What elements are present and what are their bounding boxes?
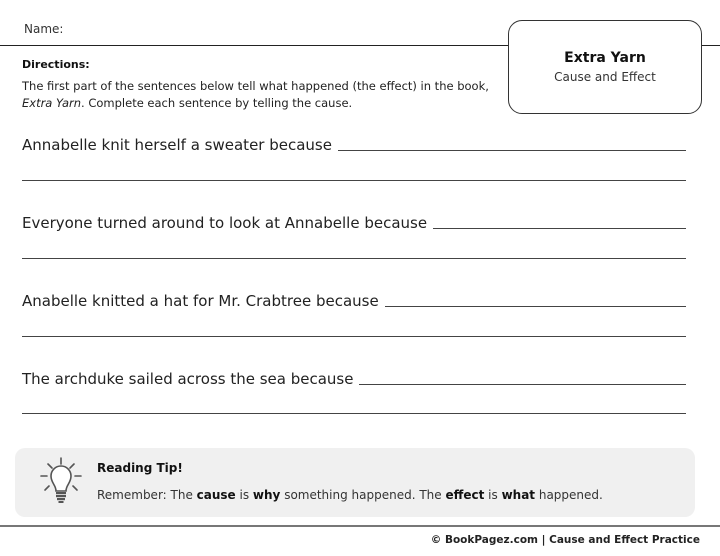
answer-blank[interactable] xyxy=(385,305,686,307)
directions-text-part1: The first part of the sentences below tell what happened (the effect) in the book, xyxy=(22,79,489,93)
answer-blank[interactable] xyxy=(433,227,686,229)
directions-text-part2: . Complete each sentence by telling the cause. xyxy=(81,96,353,110)
question-row xyxy=(22,214,686,232)
question-row xyxy=(22,370,686,388)
answer-line[interactable] xyxy=(22,180,686,181)
answer-blank[interactable] xyxy=(359,383,686,385)
footer-credit: © BookPagez.com | Cause and Effect Practice xyxy=(430,534,700,546)
lightbulb-icon xyxy=(36,455,86,507)
title-card xyxy=(508,20,702,114)
tip-text-segment: Remember: The xyxy=(97,488,197,502)
question-row xyxy=(22,292,686,310)
tip-text-segment: is xyxy=(484,488,502,502)
question-prompt: Anabelle knitted a hat for Mr. Crabtree because xyxy=(22,292,379,310)
question-row xyxy=(22,136,686,154)
worksheet-subtitle: Cause and Effect xyxy=(554,70,656,84)
worksheet-title: Extra Yarn xyxy=(564,50,646,66)
name-label: Name: xyxy=(24,22,64,36)
tip-keyword-what: what xyxy=(501,488,536,502)
tip-text-segment: something happened. The xyxy=(280,488,446,502)
footer-divider xyxy=(0,525,720,527)
tip-text-segment: is xyxy=(235,488,253,502)
directions-heading: Directions: xyxy=(22,58,90,71)
directions-text xyxy=(22,78,492,112)
question-prompt: Annabelle knit herself a sweater because xyxy=(22,136,332,154)
tip-keyword-why: why xyxy=(252,488,281,502)
reading-tip-title: Reading Tip! xyxy=(97,461,183,475)
reading-tip-box xyxy=(15,448,695,517)
reading-tip-text xyxy=(97,488,603,502)
book-title: Extra Yarn xyxy=(22,96,82,110)
tip-keyword-cause: cause xyxy=(196,488,236,502)
answer-line[interactable] xyxy=(22,336,686,337)
answer-blank[interactable] xyxy=(338,149,686,151)
question-prompt: Everyone turned around to look at Annabelle because xyxy=(22,214,428,232)
tip-text-segment: happened. xyxy=(535,488,603,502)
answer-line[interactable] xyxy=(22,413,686,414)
tip-keyword-effect: effect xyxy=(445,488,485,502)
answer-line[interactable] xyxy=(22,258,686,259)
question-prompt: The archduke sailed across the sea because xyxy=(22,370,354,388)
